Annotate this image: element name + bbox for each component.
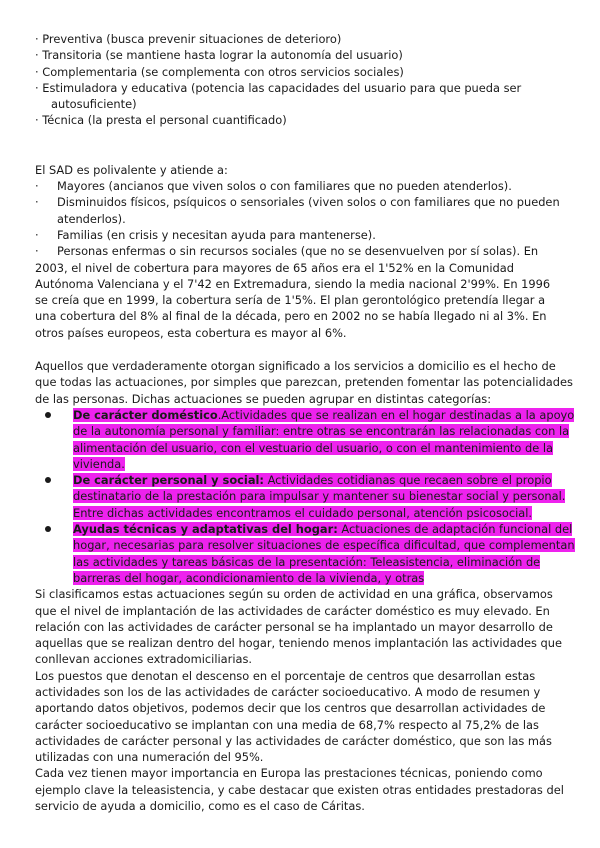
category-text: Entre dichas actividades encontramos el cuidado personal, atención psicosocial.	[73, 505, 533, 520]
document-page	[35, 31, 575, 814]
sad-target-text: Mayores (ancianos que viven solos o con familiares que no pueden atenderlos).	[57, 179, 512, 194]
bullet-dot	[45, 526, 51, 532]
bullet-dot: ·	[35, 227, 39, 242]
coverage-line: 2003, el nivel de cobertura para mayores de 65 años era el 1'52% en la Comunidad	[35, 260, 514, 275]
closing-line: aquellas que se realizan dentro del hogar, teniendo menos implantación las actividades que	[35, 636, 563, 651]
level-item-continuation: autosuficiente)	[51, 97, 137, 112]
category-text: de la autonomía personal y familiar: entre otras se encontrarán las relacionadas con la	[73, 424, 570, 439]
actions-intro-line: Aquellos que verdaderamente otorgan significado a los servicios a domicilio es el hecho de	[35, 359, 556, 374]
level-item: · Técnica (la presta el personal cuantificado)	[35, 113, 287, 128]
category-text: barreras del hogar, acondicionamiento de la vivienda, y otras	[73, 570, 425, 585]
category-text: destinatario de la prestación para impulsar y mantener su bienestar social y personal.	[73, 489, 566, 504]
bullet-dot: ·	[35, 195, 39, 210]
category-text: las actividades y tareas básicas de la presentación: Teleasistencia, eliminación de	[73, 554, 541, 569]
sad-intro: El SAD es polivalente y atiende a:	[35, 162, 228, 177]
category-item	[35, 407, 575, 472]
sad-target-text: Personas enfermas o sin recursos sociales (que no se desenvuelven por sí solas). En	[57, 244, 539, 259]
closing-line: servicio de ayuda a domicilio, como es el caso de Cáritas.	[35, 799, 365, 814]
closing-line: carácter socioeducativo se implantan con una media de 68,7% respecto al 75,2% de las	[35, 717, 539, 732]
closing-line: actividades son los de las actividades de carácter socioeducativo. A modo de resumen y	[35, 684, 541, 699]
category-title: De carácter doméstico	[73, 407, 218, 422]
closing-line: aportando datos objetivos, podemos decir que los centros que desarrollan actividades de	[35, 701, 546, 716]
category-item	[35, 521, 575, 586]
category-text: .Actividades que se realizan en el hogar destinadas a la apoyo	[217, 407, 575, 422]
category-title: De carácter personal y social:	[73, 473, 264, 488]
bullet-dot: ·	[35, 179, 39, 194]
closing-line: Los puestos que denotan el descenso en el porcentaje de centros que desarrollan estas	[35, 668, 536, 683]
service-levels-list	[35, 31, 567, 129]
category-text: Actividades cotidianas que recaen sobre el propio	[263, 473, 552, 488]
level-item: · Transitoria (se mantiene hasta lograr la autonomía del usuario)	[35, 48, 403, 63]
bullet-dot	[45, 412, 51, 418]
closing-line: ejemplo clave la teleasistencia, y cabe destacar que existen otras entidades prestadoras del	[35, 782, 564, 797]
level-item: · Preventiva (busca prevenir situaciones de deterioro)	[35, 32, 342, 46]
categories-list	[35, 407, 575, 586]
closing-paragraphs	[35, 586, 567, 814]
category-text: alimentación del usuario, con el vestuario del usuario, o con el mantenimiento de la	[73, 440, 553, 455]
category-text: Actuaciones de adaptación funcional del	[337, 522, 573, 537]
closing-line: utilizadas con una numeración del 95%.	[35, 750, 264, 765]
category-title: Ayudas técnicas y adaptativas del hogar:	[73, 522, 338, 537]
sad-target-text: Familias (en crisis y necesitan ayuda para mantenerse).	[57, 227, 376, 242]
sad-target-item	[35, 211, 567, 227]
actions-intro-line: que todas las actuaciones, por simples que parezcan, pretenden fomentar las potencialidades	[35, 375, 573, 390]
closing-line: conllevan acciones extradomiciliarias.	[35, 652, 253, 667]
coverage-line: otros países europeos, esta cobertura es mayor al 6%.	[35, 325, 347, 340]
sad-target-item	[35, 194, 567, 210]
bullet-dot: ·	[35, 244, 39, 259]
coverage-line: Autónoma Valenciana y el 7'42 en Extremadura, siendo la media nacional 2'99%. En 1996	[35, 276, 551, 291]
closing-line: Cada vez tienen mayor importancia en Europa las prestaciones técnicas, poniendo como	[35, 766, 543, 781]
closing-line: Si clasificamos estas actuaciones según su orden de actividad en una gráfica, observamos	[35, 587, 553, 602]
coverage-line: una cobertura del 8% al final de la década, pero en 2002 no se había llegado ni al 3%. En	[35, 309, 547, 324]
category-item	[35, 472, 567, 521]
sad-target-text: Disminuidos físicos, psíquicos o sensoriales (viven solos o con familiares que no pueden	[57, 195, 560, 210]
level-item: · Estimuladora y educativa (potencia las capacidades del usuario para que pueda ser	[35, 80, 522, 95]
actions-intro-line: de las personas. Dichas actuaciones se pueden agrupar en distintas categorías:	[35, 391, 492, 406]
level-item: · Complementaria (se complementa con otros servicios sociales)	[35, 64, 404, 79]
sad-section	[35, 162, 567, 341]
sad-target-item	[35, 227, 567, 243]
closing-line: que el nivel de implantación de las actividades de carácter doméstico es muy elevado. En	[35, 603, 550, 618]
sad-target-text: atenderlos).	[57, 211, 126, 226]
coverage-line: se creía que en 1999, la cobertura sería de 1'5%. El plan gerontológico pretendía llegar a	[35, 293, 546, 308]
actions-section	[35, 358, 575, 814]
sad-target-item	[35, 178, 567, 194]
category-text: vivienda.	[73, 456, 125, 471]
closing-line: relación con las actividades de carácter personal se ha implantado un mayor desarrollo de	[35, 619, 553, 634]
sad-target-item	[35, 243, 567, 259]
category-text: hogar, necesarias para resolver situaciones de específica dificultad, que complementan	[73, 538, 575, 553]
bullet-dot	[45, 477, 51, 483]
closing-line: actividades de carácter personal y las actividades de carácter doméstico, que son las más	[35, 733, 552, 748]
